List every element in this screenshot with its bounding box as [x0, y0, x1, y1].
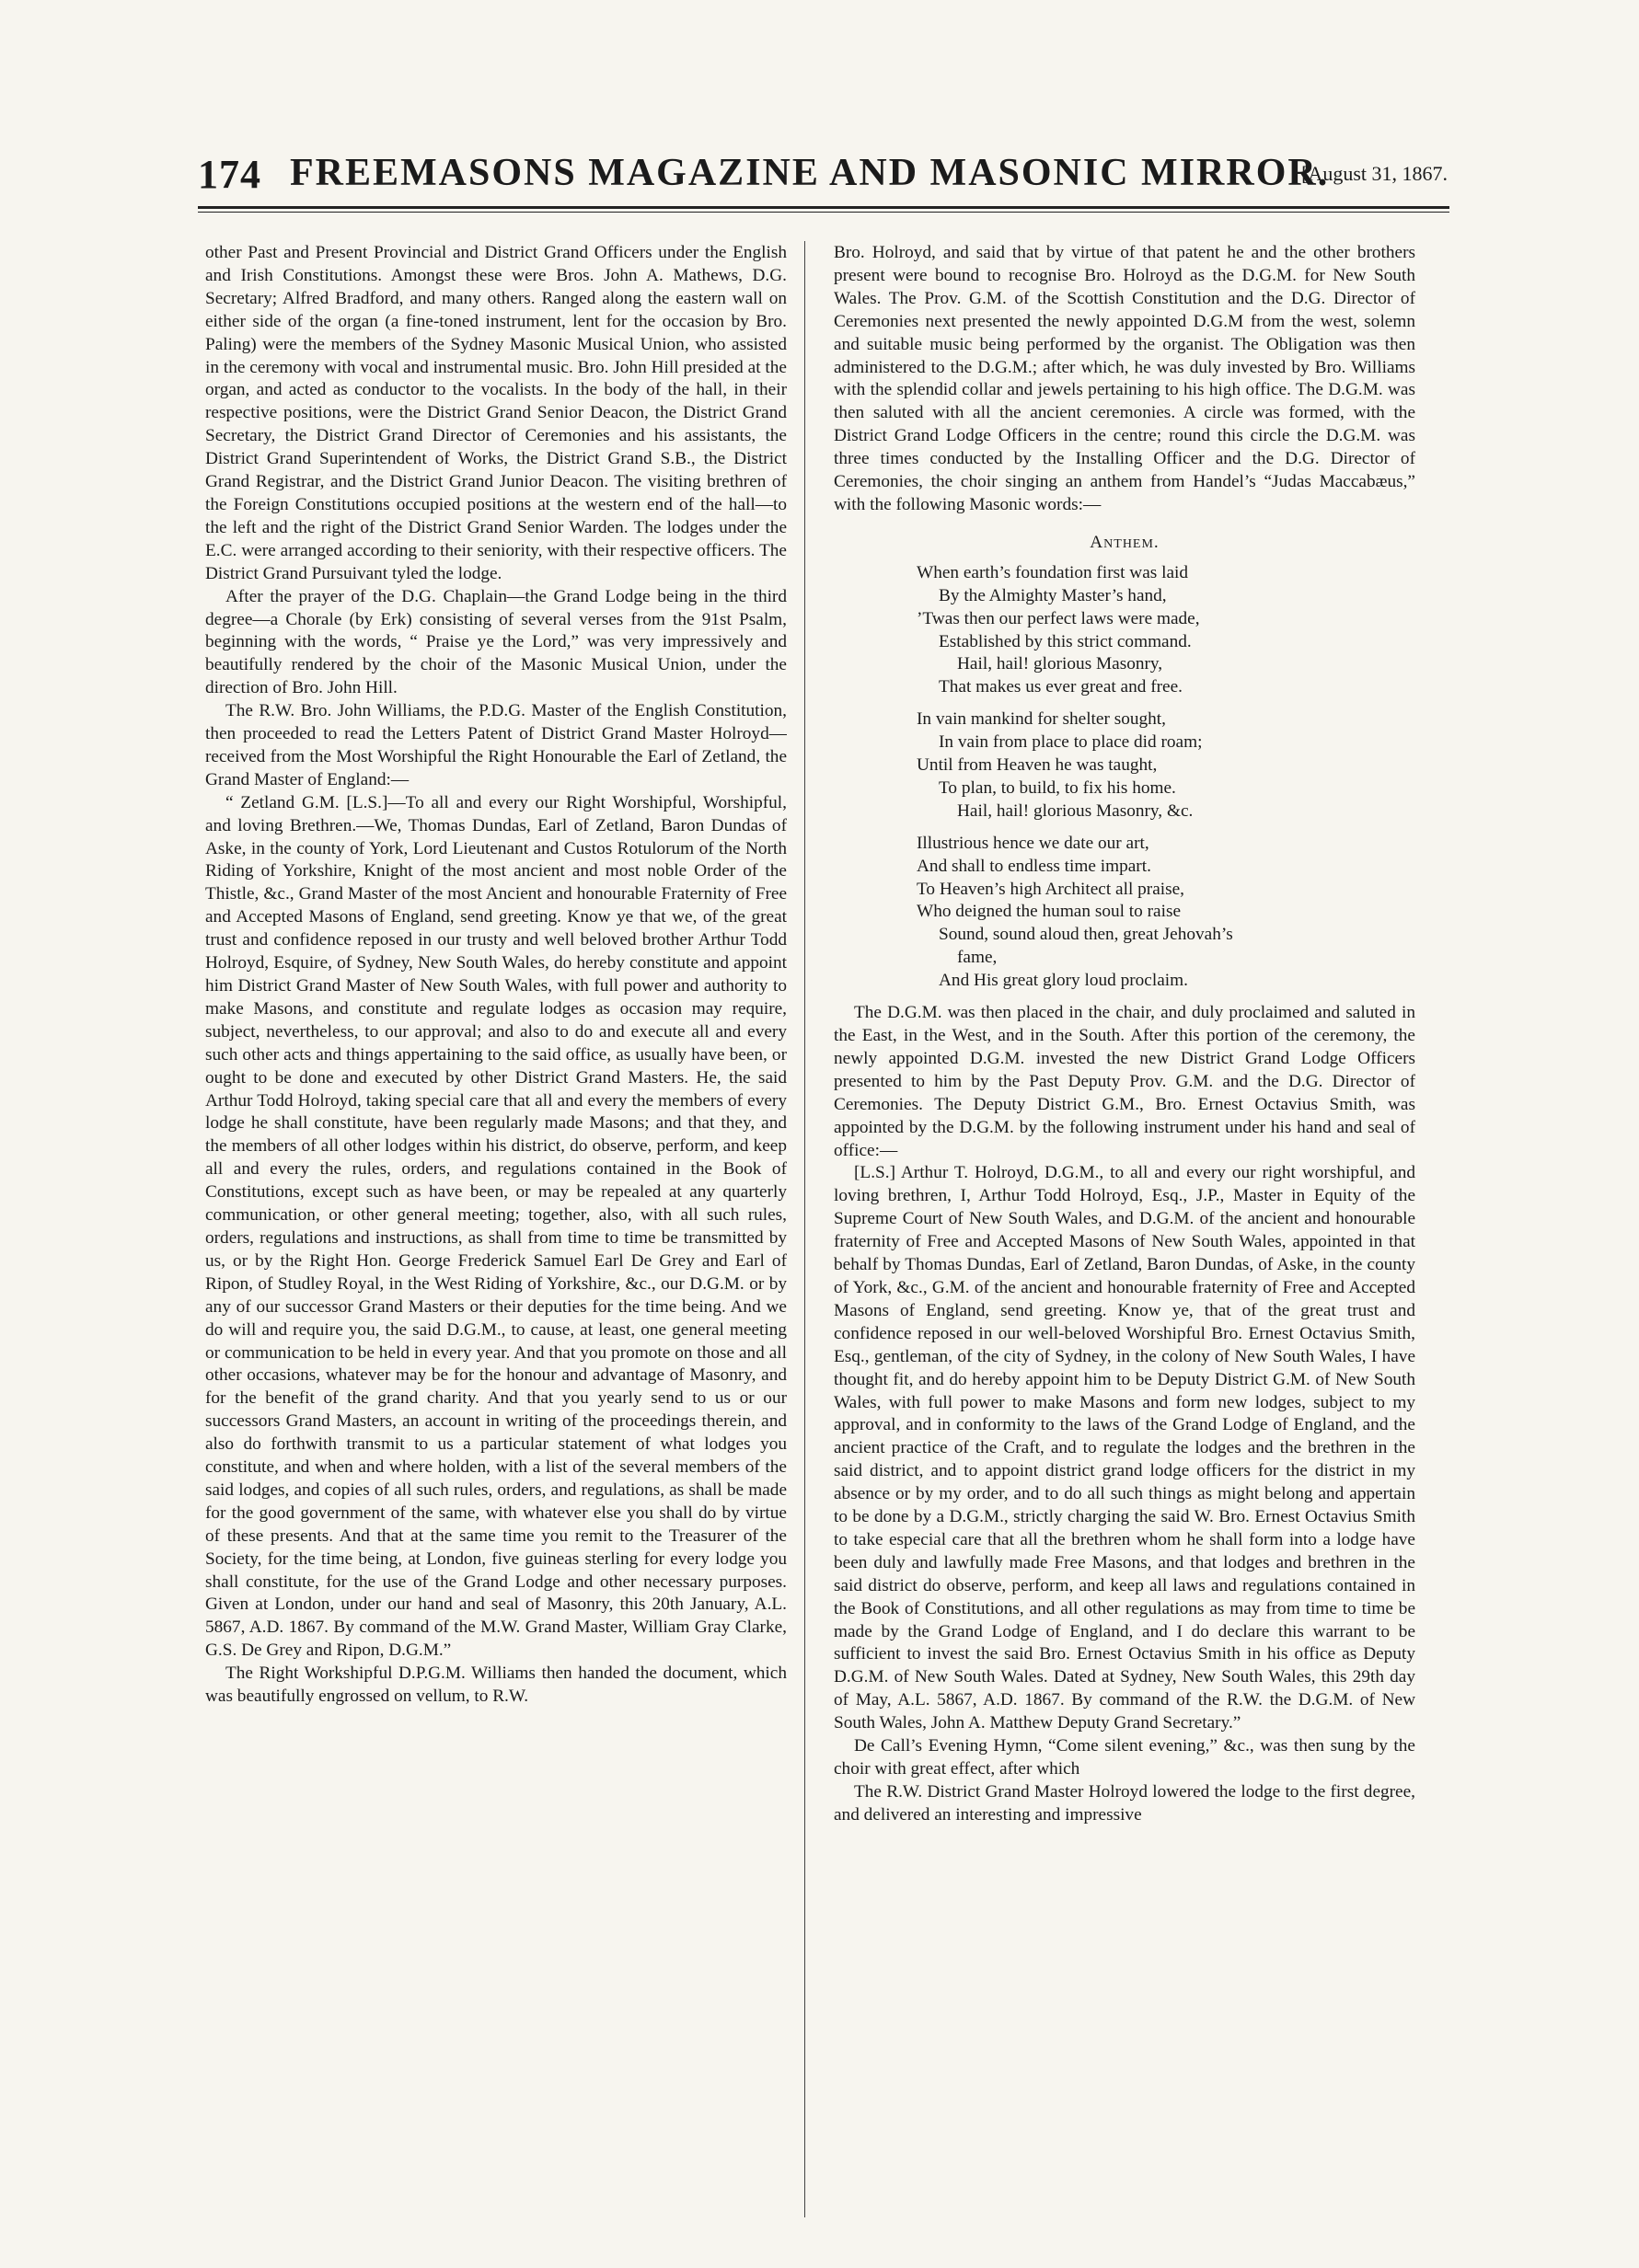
paragraph: Bro. Holroyd, and said that by virtue of that patent he and the other brothers present were bound to recognise Bro. Holroyd as the D.G.M. for New South Wales. The Prov. G.M. of the Scottish Constitution and the D.G. Director of Ceremonies next presented the newly appointed D.G.M from the west, solemn and suitable music being performed by the organist. The Obligation was then administered to the D.G.M.; after which, he was duly invested by Bro. Williams with the splendid collar and jewels pertaining to his high office. The D.G.M. was then saluted with all the ancient ceremonies. A circle was formed, with the District Grand Lodge Officers in the centre; round this circle the D.G.M. was three times conducted by the Installing Officer and the D.G. Director of Ceremonies, the choir singing an anthem from Handel’s “Judas Maccabæus,” with the following Masonic words:— [834, 243, 1415, 514]
header-rule-thin [198, 212, 1449, 213]
anthem-line: In vain from place to place did roam; [939, 732, 1203, 753]
anthem-line: And shall to endless time impart. [917, 856, 1151, 876]
page-header [198, 147, 1449, 202]
anthem-line: fame, [957, 948, 998, 968]
paragraph: other Past and Present Provincial and District Grand Officers under the English and Irish Constitutions. Amongst these were Bros. John A. Mathews, D.G. Secretary; Alfred Bradford, and many others. Ranged along the eastern wall on either side of the organ (a fine-toned instrument, lent for the occasion by Bro. Paling) were the members of the Sydney Masonic Musical Union, who assisted in the ceremony with vocal and instrumental music. Bro. John Hill presided at the organ, and acted as conductor to the vocalists. In the body of the hall, in their respective positions, were the District Grand Senior Deacon, the District Grand Secretary, the District Grand Director of Ceremonies and his assistants, the District Grand Superintendent of Works, the District Grand S.B., the District Grand Registrar, and the District Grand Junior Deacon. The visiting brethren of the Foreign Constitutions occupied positions at the western end of the hall—to the left and the right of the District Grand Senior Warden. The lodges under the E.C. were arranged according to their seniority, with their respective officers. The District Grand Pursuivant tyled the lodge. [205, 243, 787, 583]
anthem-line: Illustrious hence we date our art, [917, 833, 1149, 853]
paragraph: The R.W. Bro. John Williams, the P.D.G. Master of the English Constitution, then proceeded to read the Letters Patent of District Grand Master Holroyd—received from the Most Worshipful the Right Honourable the Earl of Zetland, the Grand Master of England:— [205, 701, 787, 789]
letters-patent-paragraph: “ Zetland G.M. [L.S.]—To all and every our Right Worshipful, Worshipful, and loving Brethren.—We, Thomas Dundas, Earl of Zetland, Baron Dundas of Aske, in the county of York, Lord Lieutenant and Custos Rotulorum of the North Riding of Yorkshire, Knight of the most ancient and most noble Order of the Thistle, &c., Grand Master of the most Ancient and honourable Fraternity of Free and Accepted Masons of England, send greeting. Know ye that we, of the great trust and confidence reposed in our trusty and well beloved brother Arthur Todd Holroyd, Esquire, of Sydney, New South Wales, do hereby constitute and appoint him District Grand Master of New South Wales, with full power and authority to make Masons, and constitute and regulate lodges as occasion may require, subject, nevertheless, to our approval; and also to do and execute all and every such other acts and things appertaining to the said office, as usually have been, or ought to be done and executed by other District Grand Masters. He, the said Arthur Todd Holroyd, taking special care that all and every the members of every lodge he shall constitute, have been regularly made Masons; and that they, and the members of all other lodges within his district, do observe, perform, and keep all and every the rules, orders, and regulations contained in the Book of Constitutions, except such as have been, or may be repealed at any quarterly communication, or other general meeting; together, also, with all such rules, orders, regulations and instructions, as shall from time to time be transmitted by us, or by the Right Hon. George Frederick Samuel Earl De Grey and Earl of Ripon, of Studley Royal, in the West Riding of Yorkshire, &c., our D.G.M. or by any of our successor Grand Masters or their deputies for the time being. And we do will and require you, the said D.G.M., to cause, at least, one general meeting or communication to be held in every year. And that you promote on those and all other occasions, whatever may be for the honour and advantage of Masonry, and for the benefit of the grand charity. And that you yearly send to us or our successors Grand Masters, an account in writing of the proceedings therein, and also do forthwith transmit to us a particular statement of what lodges you constitute, and when and where holden, with a list of the several members of the said lodges, and copies of all such rules, orders, and regulations, as shall be made for the good government of the same, with whatever else you shall do by virtue of these presents. And that at the same time you remit to the Treasurer of the Society, for the time being, at London, five guineas sterling for every lodge you shall constitute, for the use of the Grand Lodge and other necessary purposes. Given at London, under our hand and seal of Masonry, this 20th January, A.L. 5867, A.D. 1867. By command of the M.W. Grand Master, William Gray Clarke, G.S. De Grey and Ripon, D.G.M.” [205, 792, 787, 1661]
page-number: 174 [198, 152, 261, 197]
anthem-line: When earth’s foundation first was laid [917, 562, 1189, 582]
column-divider [804, 241, 805, 2217]
header-rule-thick [198, 206, 1449, 209]
paragraph: The R.W. District Grand Master Holroyd lowered the lodge to the first degree, and delivered an interesting and impressive [834, 1781, 1415, 1825]
anthem-line: To Heaven’s high Architect all praise, [917, 879, 1184, 899]
anthem-line: To plan, to build, to fix his home. [939, 777, 1176, 798]
paragraph: The D.G.M. was then placed in the chair, and duly proclaimed and saluted in the East, in the West, and in the South. After this portion of the ceremony, the newly appointed D.G.M. invested the new District Grand Lodge Officers presented to him by the Past Deputy Prov. G.M. and the D.G. Director of Ceremonies. The Deputy District G.M., Bro. Ernest Octavius Smith, was appointed by the D.G.M. by the following instrument under his hand and seal of office:— [834, 1003, 1415, 1160]
paragraph: De Call’s Evening Hymn, “Come silent evening,” &c., was then sung by the choir with great effect, after which [834, 1736, 1415, 1779]
paragraph: The Right Workshipful D.P.G.M. Williams then handed the document, which was beautifully engrossed on vellum, to R.W. [205, 1664, 787, 1707]
anthem-line: And His great glory loud proclaim. [939, 971, 1188, 991]
anthem-line: Sound, sound aloud then, great Jehovah’s [939, 925, 1233, 945]
left-column [205, 242, 787, 2216]
anthem-line: In vain mankind for shelter sought, [917, 709, 1166, 730]
anthem-line: Hail, hail! glorious Masonry, &c. [957, 800, 1194, 821]
anthem-title: Anthem. [1090, 532, 1160, 552]
paragraph: After the prayer of the D.G. Chaplain—the Grand Lodge being in the third degree—a Chorale (by Erk) consisting of several verses from the 91st Psalm, beginning with the words, “ Praise ye the Lord,” was very impressively and beautifully rendered by the choir of the Masonic Musical Union, under the direction of Bro. John Hill. [205, 586, 787, 698]
anthem-stanza [917, 833, 1415, 993]
anthem-line: Established by this strict command. [939, 631, 1192, 651]
anthem-line: ’Twas then our perfect laws were made, [917, 608, 1200, 628]
masthead-title: FREEMASONS MAGAZINE AND MASONIC MIRROR. [290, 152, 1330, 194]
anthem-stanza [917, 708, 1415, 823]
anthem-line: Hail, hail! glorious Masonry, [957, 654, 1163, 674]
anthem-line: By the Almighty Master’s hand, [939, 585, 1167, 605]
issue-date: [August 31, 1867. [1301, 162, 1448, 185]
anthem-line: Until from Heaven he was taught, [917, 755, 1158, 776]
anthem-stanza [917, 562, 1415, 699]
anthem-line: That makes us ever great and free. [939, 677, 1183, 697]
warrant-paragraph: [L.S.] Arthur T. Holroyd, D.G.M., to all and every our right worshipful, and loving brethren, I, Arthur Todd Holroyd, Esq., J.P., Master in Equity of the Supreme Court of New South Wales, and D.G.M. of the ancient and honourable fraternity of Free and Accepted Masons of New South Wales, appointed in that behalf by Thomas Dundas, Earl of Zetland, Baron Dundas, of Aske, in the county of York, &c., G.M. of the ancient and honourable fraternity of Free and Accepted Masons of England, send greeting. Know ye, that of the great trust and confidence reposed in our well-beloved Worshipful Bro. Ernest Octavius Smith, Esq., gentleman, of the city of Sydney, in the colony of New South Wales, I have thought fit, and do hereby appoint him to be Deputy District G.M. of New South Wales, with full power to make Masons and form new lodges, subject to my approval, and in conformity to the laws of the Grand Lodge of England, and the ancient practice of the Craft, and to regulate the lodges and the brethren in the said district, and to appoint district grand lodge officers for the district in my absence or by my order, and to do all such things as might belong and appertain to be done by a D.G.M., strictly charging the said W. Bro. Ernest Octavius Smith to take especial care that all the brethren whom he shall form into a lodge have been duly and lawfully made Free Masons, and that lodges and brethren in the said district do observe, perform, and keep all laws and regulations contained in the Book of Constitutions, and all other regulations as may from time to time be made by the Grand Lodge of England, and I do declare this warrant to be sufficient to invest the said Bro. Ernest Octavius Smith in his office as Deputy D.G.M. of New South Wales. Dated at Sydney, New South Wales, this 29th day of May, A.L. 5867, A.D. 1867. By command of the R.W. the D.G.M. of New South Wales, John A. Matthew Deputy Grand Secretary.” [834, 1163, 1415, 1733]
right-column [834, 242, 1415, 2216]
anthem-line: Who deigned the human soul to raise [917, 902, 1182, 922]
